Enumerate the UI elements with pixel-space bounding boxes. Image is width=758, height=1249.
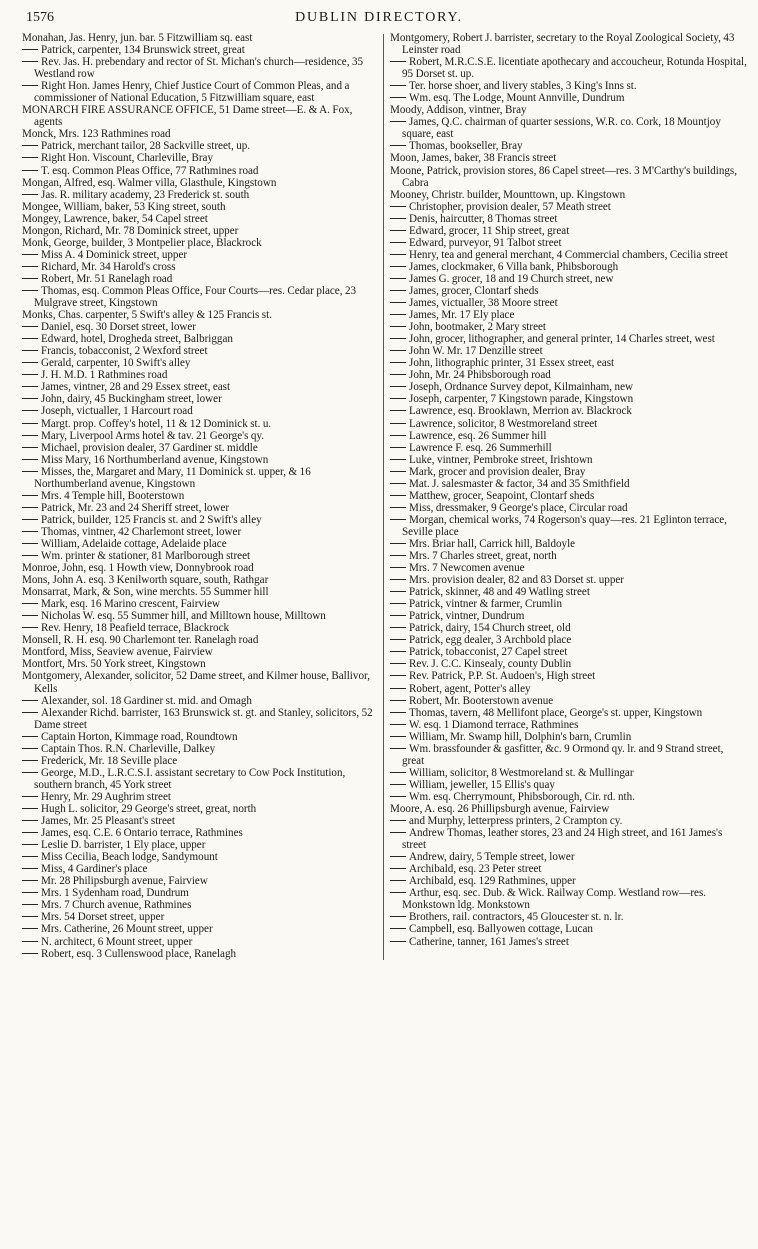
directory-sub-entry: Campbell, esq. Ballyowen cottage, Lucan (390, 923, 747, 935)
directory-sub-entry: Robert, M.R.C.S.E. licentiate apothecary and accoucheur, Rotunda Hospital, 95 Dorset st. up. (390, 56, 747, 80)
directory-sub-entry: Thomas, esq. Common Pleas Office, Four Courts—res. Cedar place, 23 Mulgrave street, Kingstown (22, 285, 379, 309)
directory-sub-entry: Right Hon. Viscount, Charleville, Bray (22, 152, 379, 164)
directory-sub-entry: James, esq. C.E. 6 Ontario terrace, Rathmines (22, 827, 379, 839)
directory-sub-entry: Gerald, carpenter, 10 Swift's alley (22, 357, 379, 369)
directory-entry: Mongey, Lawrence, baker, 54 Capel street (22, 212, 208, 225)
directory-sub-entry: Rev. J. C.C. Kinsealy, county Dublin (390, 658, 747, 670)
directory-sub-entry: Mrs. Briar hall, Carrick hill, Baldoyle (390, 538, 747, 550)
directory-sub-entry: Patrick, tobacconist, 27 Capel street (390, 646, 747, 658)
directory-sub-entry: Mary, Liverpool Arms hotel & tav. 21 George's qy. (22, 430, 379, 442)
directory-entry: Mongee, William, baker, 53 King street, south (22, 200, 226, 213)
directory-sub-entry: Misses, the, Margaret and Mary, 11 Dominick st. upper, & 16 Northumberland avenue, Kingstown (22, 466, 379, 490)
directory-columns (22, 32, 747, 960)
directory-sub-entry: Catherine, tanner, 161 James's street (390, 936, 747, 948)
directory-sub-entry: Mrs. 4 Temple hill, Booterstown (22, 490, 379, 502)
directory-sub-entry: Edward, hotel, Drogheda street, Balbriggan (22, 333, 379, 345)
directory-sub-entry: Patrick, merchant tailor, 28 Sackville street, up. (22, 140, 379, 152)
directory-sub-entry: Hugh L. solicitor, 29 George's street, great, north (22, 803, 379, 815)
directory-sub-entry: Patrick, vintner, Dundrum (390, 610, 747, 622)
directory-sub-entry: Lawrence, solicitor, 8 Westmoreland street (390, 418, 747, 430)
directory-sub-entry: N. architect, 6 Mount street, upper (22, 936, 379, 948)
directory-sub-entry: Alexander, sol. 18 Gardiner st. mid. and Omagh (22, 695, 379, 707)
directory-sub-entry: Miss, 4 Gardiner's place (22, 863, 379, 875)
directory-sub-entry: Patrick, builder, 125 Francis st. and 2 Swift's alley (22, 514, 379, 526)
directory-sub-entry: Patrick, vintner & farmer, Crumlin (390, 598, 747, 610)
directory-sub-entry: Mrs. Catherine, 26 Mount street, upper (22, 923, 379, 935)
directory-entry: Mons, John A. esq. 3 Kenilworth square, south, Rathgar (22, 574, 269, 587)
directory-sub-entry: James G. grocer, 18 and 19 Church street, new (390, 273, 747, 285)
directory-sub-entry: John, dairy, 45 Buckingham street, lower (22, 393, 379, 405)
directory-sub-entry: Mark, esq. 16 Marino crescent, Fairview (22, 598, 379, 610)
directory-sub-entry: Margt. prop. Coffey's hotel, 11 & 12 Dominick st. u. (22, 418, 379, 430)
directory-entry: Moon, James, baker, 38 Francis street (390, 152, 557, 165)
page-number: 1576 (26, 10, 54, 25)
directory-sub-entry: James, vintner, 28 and 29 Essex street, east (22, 381, 379, 393)
directory-sub-entry: Henry, tea and general merchant, 4 Commercial chambers, Cecilia street (390, 249, 747, 261)
directory-sub-entry: Robert, agent, Potter's alley (390, 683, 747, 695)
directory-sub-entry: Joseph, carpenter, 7 Kingstown parade, Kingstown (390, 393, 747, 405)
directory-sub-entry: Arthur, esq. sec. Dub. & Wick. Railway Comp. Westland row—res. Monkstown ldg. Monkstown (390, 887, 747, 911)
directory-entry: Monks, Chas. carpenter, 5 Swift's alley & 125 Francis st. (22, 309, 272, 322)
directory-sub-entry: James, Mr. 17 Ely place (390, 309, 747, 321)
directory-sub-entry: Rev. Jas. H. prebendary and rector of St. Michan's church—residence, 35 Westland row (22, 56, 379, 80)
directory-sub-entry: J. H. M.D. 1 Rathmines road (22, 369, 379, 381)
directory-sub-entry: William, jeweller, 15 Ellis's quay (390, 779, 747, 791)
directory-sub-entry: William, Mr. Swamp hill, Dolphin's barn, Crumlin (390, 731, 747, 743)
directory-sub-entry: Lawrence, esq. Brooklawn, Merrion av. Blackrock (390, 405, 747, 417)
directory-sub-entry: Denis, haircutter, 8 Thomas street (390, 213, 747, 225)
directory-entry: Monsarrat, Mark, & Son, wine merchts. 55 Summer hill (22, 586, 269, 599)
directory-sub-entry: Andrew Thomas, leather stores, 23 and 24 High street, and 161 James's street (390, 827, 747, 851)
directory-sub-entry: Lawrence, esq. 26 Summer hill (390, 430, 747, 442)
directory-sub-entry: Francis, tobacconist, 2 Wexford street (22, 345, 379, 357)
directory-entry: Montgomery, Alexander, solicitor, 52 Dame street, and Kilmer house, Ballivor, Kells (22, 670, 371, 695)
directory-entry: Mooney, Christr. builder, Mounttown, up. Kingstown (390, 188, 626, 201)
directory-sub-entry: Morgan, chemical works, 74 Rogerson's quay—res. 21 Eglinton terrace, Seville place (390, 514, 747, 538)
directory-entry: Monroe, John, esq. 1 Howth view, Donnybrook road (22, 562, 254, 575)
page-header (22, 6, 736, 32)
directory-entry: Monck, Mrs. 123 Rathmines road (22, 128, 171, 141)
directory-entry: Moore, A. esq. 26 Phillipsburgh avenue, Fairview (390, 803, 610, 815)
directory-sub-entry: John W. Mr. 17 Denzille street (390, 345, 747, 357)
directory-sub-entry: Mrs. 7 Church avenue, Rathmines (22, 899, 379, 911)
directory-sub-entry: James, Mr. 25 Pleasant's street (22, 815, 379, 827)
directory-sub-entry: Robert, esq. 3 Cullenswood place, Ranelagh (22, 948, 379, 960)
directory-sub-entry: Patrick, Mr. 23 and 24 Sheriff street, lower (22, 502, 379, 514)
directory-sub-entry: William, Adelaide cottage, Adelaide place (22, 538, 379, 550)
directory-sub-entry: Richard, Mr. 34 Harold's cross (22, 261, 379, 273)
directory-sub-entry: Thomas, vintner, 42 Charlemont street, lower (22, 526, 379, 538)
directory-sub-entry: Robert, Mr. 51 Ranelagh road (22, 273, 379, 285)
directory-sub-entry: Jas. R. military academy, 23 Frederick st. south (22, 189, 379, 201)
directory-sub-entry: Lawrence F. esq. 26 Summerhill (390, 442, 747, 454)
directory-sub-entry: Captain Thos. R.N. Charleville, Dalkey (22, 743, 379, 755)
directory-sub-entry: Luke, vintner, Pembroke street, Irishtown (390, 454, 747, 466)
directory-sub-entry: Andrew, dairy, 5 Temple street, lower (390, 851, 747, 863)
directory-sub-entry: Joseph, victualler, 1 Harcourt road (22, 405, 379, 417)
directory-sub-entry: Daniel, esq. 30 Dorset street, lower (22, 321, 379, 333)
directory-sub-entry: Patrick, carpenter, 134 Brunswick street, great (22, 44, 379, 56)
running-title: DUBLIN DIRECTORY. (295, 10, 463, 25)
left-column (22, 32, 383, 960)
directory-sub-entry: James, victualler, 38 Moore street (390, 297, 747, 309)
directory-sub-entry: Patrick, dairy, 154 Church street, old (390, 622, 747, 634)
directory-sub-entry: George, M.D., L.R.C.S.I. assistant secretary to Cow Pock Institution, southern branch, 45 York street (22, 767, 379, 791)
directory-sub-entry: Mat. J. salesmaster & factor, 34 and 35 Smithfield (390, 478, 747, 490)
directory-sub-entry: Mrs. provision dealer, 82 and 83 Dorset st. upper (390, 574, 747, 586)
directory-sub-entry: Rev. Henry, 18 Peafield terrace, Blackrock (22, 622, 379, 634)
directory-sub-entry: Michael, provision dealer, 37 Gardiner st. middle (22, 442, 379, 454)
directory-sub-entry: Mr. 28 Philipsburgh avenue, Fairview (22, 875, 379, 887)
directory-sub-entry: Patrick, egg dealer, 3 Archbold place (390, 634, 747, 646)
directory-sub-entry: Rev. Patrick, P.P. St. Audoen's, High street (390, 670, 747, 682)
directory-entry: Montford, Miss, Seaview avenue, Fairview (22, 646, 213, 659)
directory-entry: MONARCH FIRE ASSURANCE OFFICE, 51 Dame street—E. & A. Fox, agents (22, 104, 353, 129)
directory-sub-entry: Brothers, rail. contractors, 45 Gloucester st. n. lr. (390, 911, 747, 923)
directory-sub-entry: Robert, Mr. Booterstown avenue (390, 695, 747, 707)
directory-sub-entry: Joseph, Ordnance Survey depot, Kilmainham, new (390, 381, 747, 393)
directory-entry: Moody, Addison, vintner, Bray (390, 104, 527, 117)
directory-entry: Monahan, Jas. Henry, jun. bar. 5 Fitzwilliam sq. east (22, 32, 253, 44)
directory-sub-entry: Right Hon. James Henry, Chief Justice Court of Common Pleas, and a commissioner of National Education, 5 Fitzwilliam square, east (22, 80, 379, 104)
directory-entry: Montgomery, Robert J. barrister, secretary to the Royal Zoological Society, 43 Leinster road (390, 32, 735, 57)
directory-sub-entry: Captain Horton, Kimmage road, Roundtown (22, 731, 379, 743)
directory-sub-entry: W. esq. 1 Diamond terrace, Rathmines (390, 719, 747, 731)
directory-sub-entry: James, grocer, Clontarf sheds (390, 285, 747, 297)
directory-sub-entry: Ter. horse shoer, and livery stables, 3 King's Inns st. (390, 80, 747, 92)
directory-sub-entry: Patrick, skinner, 48 and 49 Watling street (390, 586, 747, 598)
directory-sub-entry: Archibald, esq. 129 Rathmines, upper (390, 875, 747, 887)
directory-sub-entry: Mrs. 7 Charles street, great, north (390, 550, 747, 562)
directory-sub-entry: and Murphy, letterpress printers, 2 Crampton cy. (390, 815, 747, 827)
directory-sub-entry: Thomas, bookseller, Bray (390, 140, 747, 152)
directory-sub-entry: John, Mr. 24 Phibsborough road (390, 369, 747, 381)
directory-sub-entry: Matthew, grocer, Seapoint, Clontarf sheds (390, 490, 747, 502)
directory-entry: Montfort, Mrs. 50 York street, Kingstown (22, 658, 206, 671)
directory-sub-entry: James, Q.C. chairman of quarter sessions, W.R. co. Cork, 18 Mountjoy square, east (390, 116, 747, 140)
directory-sub-entry: Wm. esq. The Lodge, Mount Annville, Dundrum (390, 92, 747, 104)
directory-entry: Monk, George, builder, 3 Montpelier place, Blackrock (22, 236, 262, 249)
directory-sub-entry: Henry, Mr. 29 Aughrim street (22, 791, 379, 803)
directory-sub-entry: Mrs. 54 Dorset street, upper (22, 911, 379, 923)
directory-sub-entry: Miss Mary, 16 Northumberland avenue, Kingstown (22, 454, 379, 466)
directory-sub-entry: Nicholas W. esq. 55 Summer hill, and Milltown house, Milltown (22, 610, 379, 622)
directory-sub-entry: Wm. esq. Cherrymount, Phibsborough, Cir. rd. nth. (390, 791, 747, 803)
directory-sub-entry: Miss A. 4 Dominick street, upper (22, 249, 379, 261)
directory-sub-entry: Thomas, tavern, 48 Mellifont place, George's st. upper, Kingstown (390, 707, 747, 719)
directory-sub-entry: John, grocer, lithographer, and general printer, 14 Charles street, west (390, 333, 747, 345)
directory-sub-entry: Archibald, esq. 23 Peter street (390, 863, 747, 875)
directory-entry: Mongan, Alfred, esq. Walmer villa, Glasthule, Kingstown (22, 176, 277, 189)
directory-sub-entry: Edward, grocer, 11 Ship street, great (390, 225, 747, 237)
directory-sub-entry: Leslie D. barrister, 1 Ely place, upper (22, 839, 379, 851)
directory-sub-entry: Wm. printer & stationer, 81 Marlborough street (22, 550, 379, 562)
directory-sub-entry: Miss, dressmaker, 9 George's place, Circular road (390, 502, 747, 514)
directory-sub-entry: Christopher, provision dealer, 57 Meath street (390, 201, 747, 213)
directory-sub-entry: Wm. brassfounder & gasfitter, &c. 9 Ormond qy. lr. and 9 Strand street, great (390, 743, 747, 767)
directory-sub-entry: John, lithographic printer, 31 Essex street, east (390, 357, 747, 369)
directory-sub-entry: T. esq. Common Pleas Office, 77 Rathmines road (22, 165, 379, 177)
directory-sub-entry: John, bootmaker, 2 Mary street (390, 321, 747, 333)
directory-sub-entry: William, solicitor, 8 Westmoreland st. & Mullingar (390, 767, 747, 779)
directory-entry: Moone, Patrick, provision stores, 86 Capel street—res. 3 M'Carthy's buildings, Cabra (390, 164, 738, 189)
directory-sub-entry: Edward, purveyor, 91 Talbot street (390, 237, 747, 249)
directory-sub-entry: James, clockmaker, 6 Villa bank, Phibsborough (390, 261, 747, 273)
directory-sub-entry: Mark, grocer and provision dealer, Bray (390, 466, 747, 478)
right-column (384, 32, 747, 960)
directory-sub-entry: Mrs. 1 Sydenham road, Dundrum (22, 887, 379, 899)
directory-sub-entry: Miss Cecilia, Beach lodge, Sandymount (22, 851, 379, 863)
directory-entry: Monsell, R. H. esq. 90 Charlemont ter. Ranelagh road (22, 634, 259, 647)
directory-sub-entry: Frederick, Mr. 18 Seville place (22, 755, 379, 767)
directory-entry: Mongon, Richard, Mr. 78 Dominick street, upper (22, 224, 239, 237)
directory-sub-entry: Alexander Richd. barrister, 163 Brunswick st. gt. and Stanley, solicitors, 52 Dame street (22, 707, 379, 731)
directory-sub-entry: Mrs. 7 Newcomen avenue (390, 562, 747, 574)
